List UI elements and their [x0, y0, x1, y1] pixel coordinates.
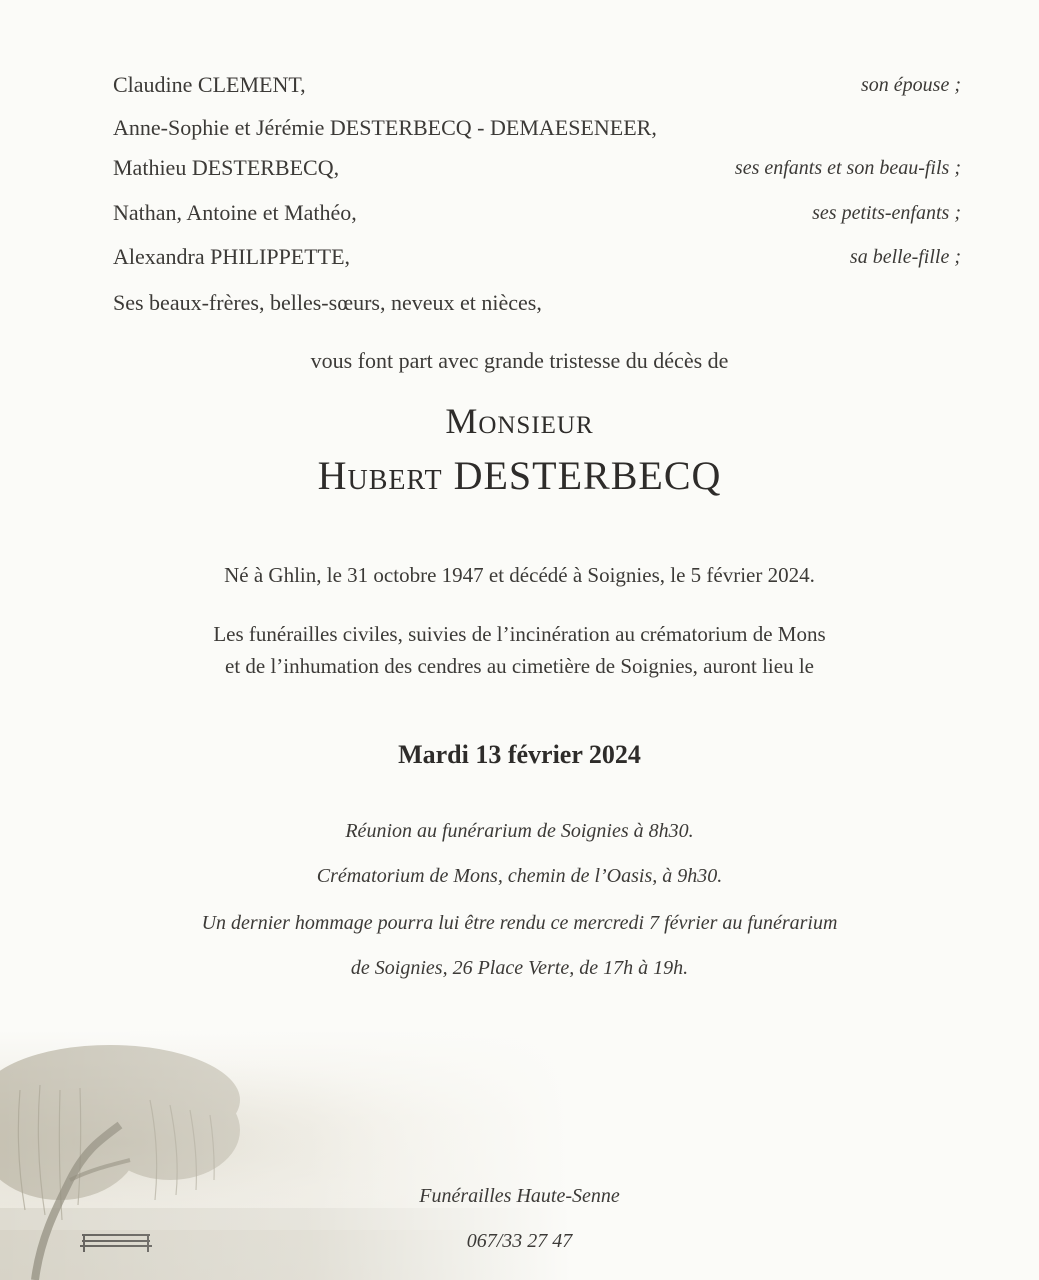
family-row — [113, 290, 961, 324]
family-relation: ses petits-enfants ; — [812, 202, 961, 224]
detail-line: Un dernier hommage pourra lui être rendu ce mercredi 7 février au funérarium — [201, 912, 838, 934]
birth-death-text: Né à Ghlin, le 31 octobre 1947 et décédé à Soignies, le 5 février 2024. — [224, 563, 815, 587]
deceased-last-name: DESTERBECQ — [453, 453, 722, 498]
funeral-date: Mardi 13 février 2024 — [398, 740, 641, 769]
family-member-name: Claudine CLEMENT, — [113, 72, 306, 97]
family-row — [113, 244, 961, 278]
detail-line: Crématorium de Mons, chemin de l’Oasis, à 9h30. — [316, 865, 723, 887]
funeral-text-line: et de l’inhumation des cendres au cimetière de Soignies, auront lieu le — [225, 654, 814, 678]
deceased-first-name: Hubert — [317, 453, 443, 498]
family-member-name: Alexandra PHILIPPETTE, — [113, 244, 351, 269]
family-relation: sa belle-fille ; — [849, 246, 961, 268]
family-member-name: Mathieu DESTERBECQ, — [113, 155, 340, 180]
family-row — [113, 200, 961, 234]
family-row — [113, 72, 961, 106]
detail-line: de Soignies, 26 Place Verte, de 17h à 19h. — [350, 957, 689, 979]
family-row — [113, 115, 961, 149]
deceased-title: Monsieur — [445, 401, 594, 441]
family-member-name: Anne-Sophie et Jérémie DESTERBECQ - DEMAESENEER, — [113, 115, 657, 140]
family-member-name: Ses beaux-frères, belles-sœurs, neveux et nièces, — [113, 290, 542, 315]
funeral-text-line: Les funérailles civiles, suivies de l’incinération au crématorium de Mons — [213, 622, 826, 646]
family-row — [113, 155, 961, 189]
funeral-phone: 067/33 27 47 — [466, 1230, 573, 1252]
announcement-text: vous font part avec grande tristesse du décès de — [310, 348, 729, 373]
family-relation: son épouse ; — [861, 74, 961, 96]
family-member-name: Nathan, Antoine et Mathéo, — [113, 200, 357, 225]
funeral-company: Funérailles Haute-Senne — [419, 1185, 620, 1207]
family-relation: ses enfants et son beau-fils ; — [734, 157, 961, 179]
detail-line: Réunion au funérarium de Soignies à 8h30. — [345, 820, 694, 842]
deceased-name — [0, 452, 1039, 499]
